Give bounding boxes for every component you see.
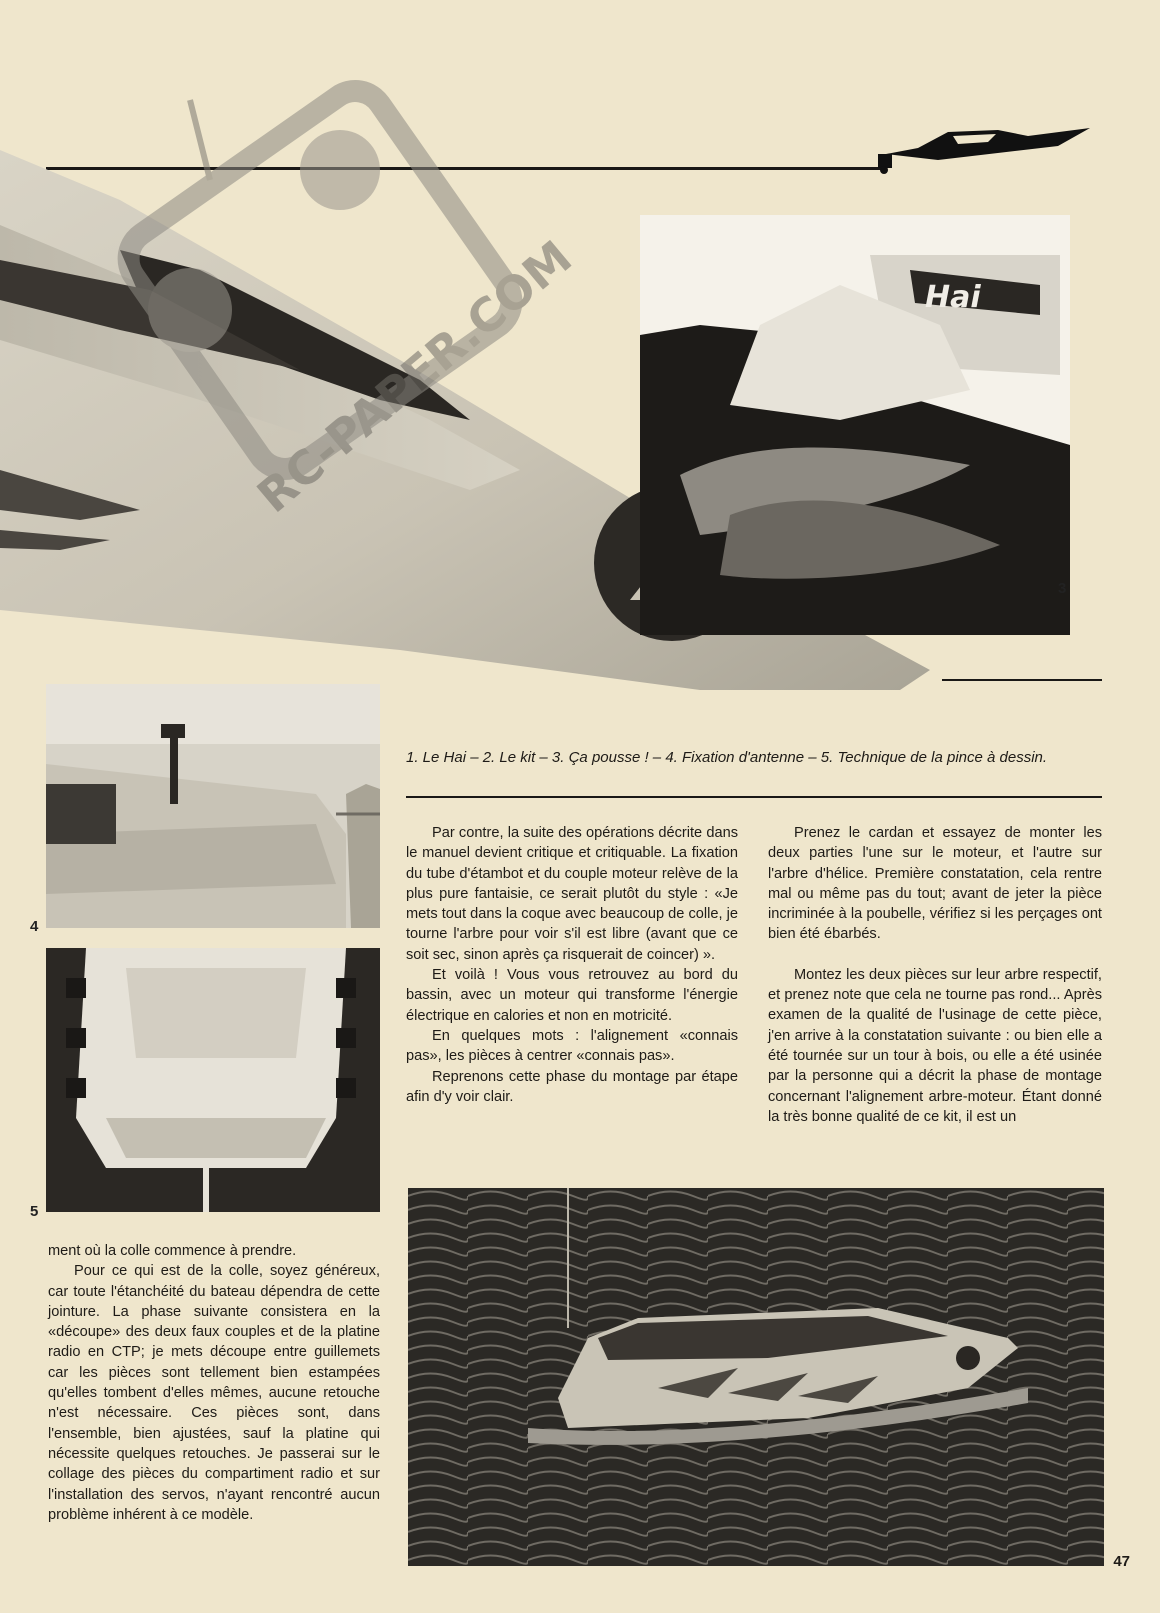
hai-brand-text: Hai [925, 280, 981, 315]
paragraph: Pour ce qui est de la colle, soyez généreux, car toute l'étanchéité du bateau dépendra de cette jointure. La phase suivante consistera en la «découpe» des deux faux couples et de la platine radio en CTP; je mets découpe entre guillemets car les pièces sont tellement bien estampées qu'elles tombent d'elles mêmes, aucune retouche n'est nécessaire. Ces pièces sont, dans l'ensemble, bien ajustées, sauf la platine qui nécessite quelques retouches. Je passerai sur le collage des pièces du compartiment radio et sur l'installation des servos, n'ayant rencontré aucun problème inhérent à ce modèle. [48, 1263, 380, 1523]
paragraph: Reprenons cette phase du montage par étape afin d'y voir clair. [406, 1068, 738, 1105]
paragraph: Par contre, la suite des opérations décrite dans le manuel devient critique et critiquable. La fixation du tube d'étambot et du couple moteur relève de la plus pure fantaisie, ce serait plutôt du style : «Je mets tout dans la coque avec beaucoup de colle, je tourne l'arbre pour voir s'il est libre (avant que ce soit sec, sinon après ça risquerait de coincer) ». [406, 825, 738, 963]
caption-top-rule [942, 679, 1102, 681]
page-number: 47 [1113, 1553, 1130, 1570]
caption-bottom-rule [406, 796, 1102, 798]
photo-clamp-technique [46, 948, 380, 1212]
paragraph: ment où la colle commence à prendre. [48, 1243, 297, 1259]
photo-antenna-fixation [46, 684, 380, 928]
paragraph: Et voilà ! Vous vous retrouvez au bord du bassin, avec un moteur qui transforme l'énergie électrique en calories et non en motricité. [406, 967, 738, 1024]
figure-4-label: 4 [30, 918, 39, 935]
rc-paper-watermark [130, 100, 582, 524]
figure-5-label: 5 [30, 1203, 39, 1220]
figure-caption: 1. Le Hai – 2. Le kit – 3. Ça pousse ! – 4. Fixation d'antenne – 5. Technique de la pince à dessin. [406, 749, 1048, 766]
photo-boat-spray [640, 215, 1070, 635]
photo-boat-on-water [408, 1188, 1104, 1566]
figure-3-label: 3 [1058, 580, 1067, 597]
article-column-right [768, 823, 1102, 1127]
paragraph: Montez les deux pièces sur leur arbre respectif, et prenez note que cela ne tourne pas rond... Après examen de la qualité de l'usinage de cette pièce, j'en arrive à la constatation suivante : ou bien elle a été tournée sur un tour à bois, ou elle a été usinée par la personne qui a décrit la phase de montage concernant l'alignement arbre-moteur. Étant donné la très bonne qualité de ce kit, il est un [768, 966, 1102, 1125]
paragraph: En quelques mots : l'alignement «connais pas», les pièces à centrer «connais pas». [406, 1027, 738, 1065]
article-column-left [48, 1241, 380, 1525]
article-column-middle [406, 823, 738, 1107]
watermark-text: RC-PAPER.COM [246, 229, 582, 524]
paragraph: Prenez le cardan et essayez de monter les deux parties l'une sur le moteur, et l'autre sur l'arbre d'hélice. Première constatation, cela rentre mal ou même pas du tout; avant de jeter la pièce incriminée à la poubelle, vérifiez si les perçages ont bien été ébarbés. [768, 825, 1102, 943]
